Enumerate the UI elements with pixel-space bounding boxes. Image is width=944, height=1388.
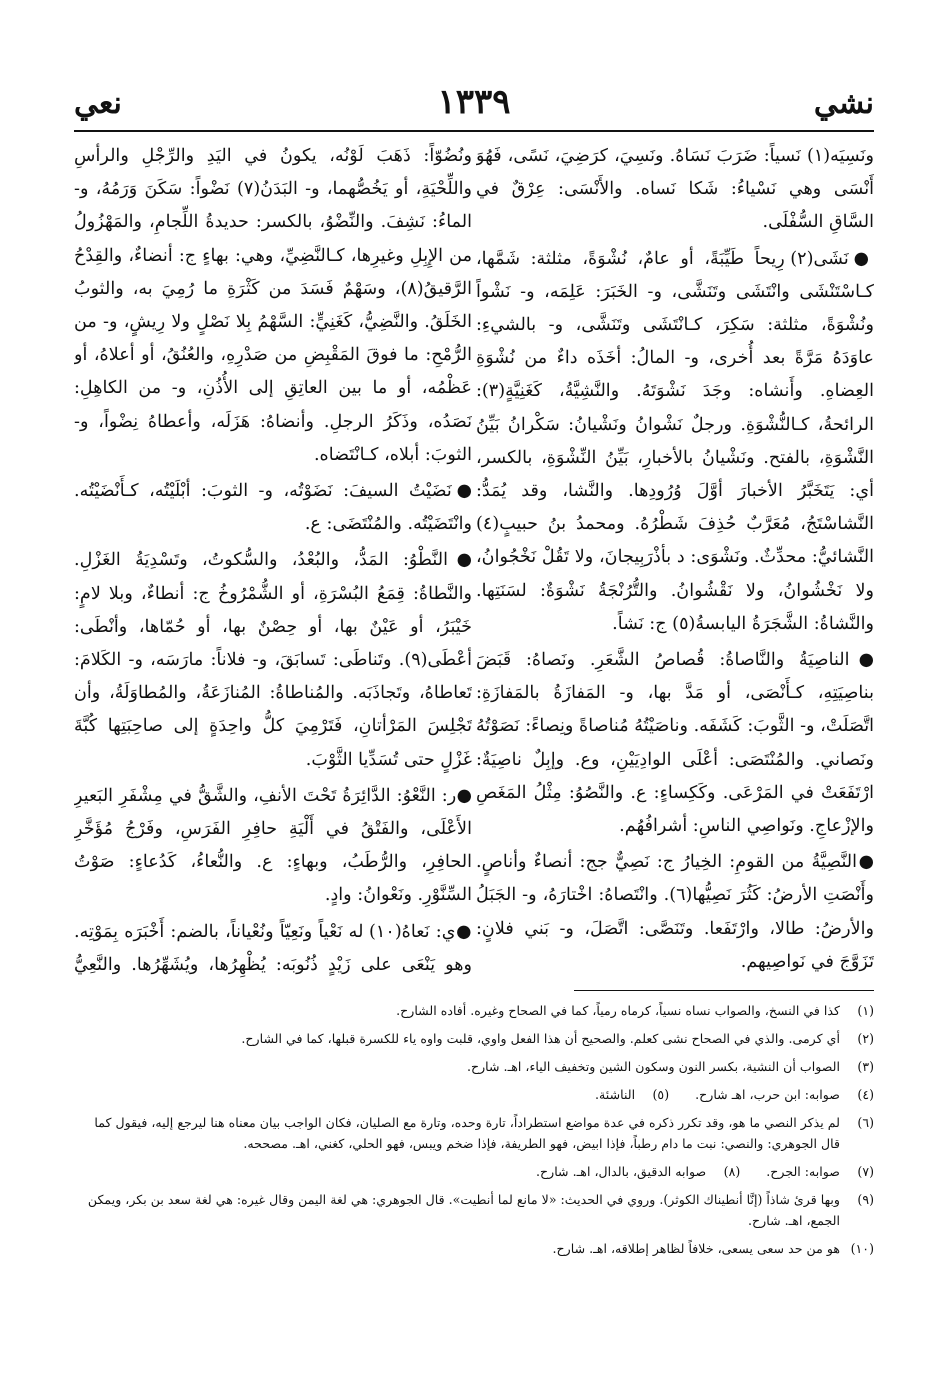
footnote <box>74 1238 874 1259</box>
footnote-text: صوابه: الجرح. <box>766 1164 840 1179</box>
entry-nadaytu: ●نَضَيْتُ السيفَ: نَضَوْتُه، و- الثوبَ: أبْلَيْتُه، كـأَنْضَيْتُه. وانْتَضَيْتُه. والمُنْتَضَى: ع. <box>74 481 472 535</box>
running-head-left: نعي <box>74 86 122 121</box>
page-number: ١٣٣٩ <box>437 82 511 122</box>
page-header <box>74 82 874 126</box>
entry-naw: ●ر: النَّعْوُ: الدَّائِرَةُ تَحْتَ الأنفِ، والشَّقُّ في مِشْفَرِ البَعيرِ الأَعْلَى، والفَتْقُ في أَلْيَةِ حافِرِ الفَرَسِ، وفَرْجُ مُؤَخَّرِ الحافِرِ، والرُّطَبُ، وبهاءٍ: ع. والنُّعاءُ، كَدُعاءٍ: صَوْتُ السِّنَّوْرِ. ونَعْوانُ: وادٍ. <box>74 785 472 906</box>
footnote-text: صوابه: ابن حرب، اهـ شارح. <box>695 1087 840 1102</box>
footnote-text: أي كرمى. والذي في الصحاح نشى كعلم. والصحيح أن هذا الفعل واوي، قلبت واوه ياء للكسرة قبلها، كما في الشارح. <box>241 1031 840 1046</box>
footnote <box>74 1112 874 1154</box>
footnote-rule <box>574 990 874 991</box>
footnote-text: صوابه الدقيق، بالدال، اهـ. شارح. <box>536 1164 707 1179</box>
footnotes <box>74 1000 874 1370</box>
footnote-number: (٩) <box>857 1192 874 1207</box>
footnote-number: (٦) <box>857 1115 874 1130</box>
entry-nasiya: ●الناصِيَةُ والنَّاصاةُ: قُصاصُ الشَّعَرِ. ونَصاهُ: قَبَضَ بناصِيَتِهِ، كـأَنْصَى، أو مَدَّ بها، و- المَفازَةُ بالمَفازَةِ: اتَّصَلَتْ، و- الثَّوبَ: كَشَفَه. وناصَيْتُهُ مُناصاةً ونِصاءً: نَصَوْتُهُ ونَصاني. والمُنْتَصَى: أعْلَى الوادِيَيْنِ، وع. وإبِلٌ ناصِيَةٌ: ارْتَفَعَتْ في المَرْعَى. وكَكِساءٍ: ع. والنَّصُوُ: مِثْلُ المَغَصِ والإزْعاجِ. ونَواصِي الناسِ: أشرافُهُم. <box>476 650 874 837</box>
footnote-number: (٤) <box>857 1087 874 1102</box>
entry-nasa: ونَسِيَه(١) نَسياً: ضَرَبَ نَسَاهُ. ونَسِيَ، كرَضِيَ، نَسًى، فَهُوَ أَنْسَى وهي نَسْياءُ: شَكا نَساه. والأَنْسَى: عِرْقٌ في السَّاقِ السُّفْلَى. <box>476 146 874 233</box>
footnote-number: (٥) <box>652 1087 670 1102</box>
right-column <box>476 140 874 980</box>
left-column <box>74 140 472 980</box>
entry-nasiyya: ●النَّصِيَّةُ من القومِ: الخِيارُ ج: نَصِيٌّ جج: أنصاءٌ وأناصٍ. وأَنْصَتِ الأرضُ: كَثُرَ نَصِيُّها(٦). وانْتَصاهُ: اخْتارَهُ، و- الجَبَلُ والأرضُ: طالا، وارْتَفَعا. وتَنَصَّى: اتَّصَلَ، و- بَني فلانٍ: تَزَوَّجَ في نَواصِيهم. <box>476 852 874 972</box>
footnote-text: هو من حد سعى يسعى، خلافاً لظاهر إطلاقه، اهـ. شارح. <box>552 1241 840 1256</box>
entry-nudu: ونُضُوّاً: ذَهَبَ لَوْنُه، يكونُ في اليَدِ والرِّجْلِ والرأسِ واللِّحْيَةِ، أو يَخُصُّهما، و- البَدَنُ(٧) نَضْواً: سَكَنَ وَرَمُهُ، و- الماءُ: نَشِفَ. والنِّضْوُ، بالكسر: حديدةُ اللِّجامِ، والمَهْزُولُ من الإِبِلِ وغيرِها، كـالنَّضِيِّ، وهي: بهاءٍ ج: أنضاءٌ، والقِدْحُ الرَّقيقُ(٨)، وسَهْمٌ فَسَدَ من كَثْرَةِ ما رُمِيَ به، والثوبُ الخَلَقُ. والنَّضِيُّ، كَغَنِيٍّ: السَّهْمُ بِلا نَصْلٍ ولا رِيشٍ، و- من الرُّمْحِ: ما فوقَ المَقْبِضِ من صَدْرِهِ، والعُنُقُ، أو أعلاهُ، أو عَظْمُه، أو ما بين العاتِقِ إلى الأُذُنِ، و- من الكاهِلِ: نَصَدُه، وذَكَرُ الرجلِ. وأنضاهُ: هَزَلَه، وأعطاهُ نِضْواً، و- الثوبَ: أبلاه، كـانْتَضاه. <box>74 146 472 465</box>
footnote <box>74 1189 874 1231</box>
footnote-pair <box>74 1084 874 1105</box>
footnote-number: (١٠) <box>850 1241 874 1256</box>
footnote <box>766 1161 874 1182</box>
entry-naay: ●ي: نَعاهُ(١٠) له نَعْياً ونَعِيّاً ونُعْياناً، بالضم: أَخْبَرَه بِمَوْتِه. وهو يَنْعَى على زَيْدٍ ذُنُوبَه: يُظْهِرُها، ويُشَهِّرُها. والنَّعِيُّ <box>74 921 472 975</box>
footnote-number: (٣) <box>857 1059 874 1074</box>
footnote-number: (٧) <box>857 1164 874 1179</box>
footnote-text: كذا في النسخ، والصواب نساه نسياً، كرماه رمياً، كما في الصحاح وغيره. أفاده الشارح. <box>396 1003 840 1018</box>
footnote-text: الصواب أن النشية، بكسر النون وسكون الشين وتخفيف الياء، اهـ. شارح. <box>466 1059 840 1074</box>
header-rule <box>74 130 874 132</box>
footnote-number: (٢) <box>857 1031 874 1046</box>
footnote-number: (٨) <box>723 1164 741 1179</box>
footnote <box>536 1161 740 1182</box>
footnote <box>595 1084 669 1105</box>
entry-natw: ●النَّطْوُ: المَدُّ، والبُعْدُ، والسُّكوتُ، وتَسْدِيَةُ الغَزْلِ. والنَّطاةُ: قِمَعُ البُسْرَةِ، أو الشُّمْرُوخُ ج: أنطاءٌ، وبلا لامٍ: خَيْبَرُ، أو عَيْنٌ بها، أو حِصْنٌ بها، أو حُمّاها، وأنْطَى: أعْطَى(٩). وتَناطَى: تَسابَقَ، و- فلاناً: مارَسَه، و- الكَلامَ: تَعاطاهُ، وتَجاذَبَه. والمُناطاةُ: المُنازَعَةُ، والمُطاوَلَةُ، وأن تَجْلِسَ المَرْأتانِ، فَتَرْمِيَ كلُّ واحِدَةٍ إلى صاحِبَتِها كُبَّةَ غَزْلٍ حتى تُسَدِّيا الثَّوْبَ. <box>74 550 472 770</box>
footnote <box>74 1056 874 1077</box>
running-head-right: نشي <box>813 86 874 121</box>
footnote-text: وبها قرئ شاذاً (إنَّا أنطيناك الكوثر). وروي في الحديث: «لا مانع لما أنطيت». قال الجوهري: هي لغة اليمن وقال غيره: هي لغة سعد بن بكر، ويمكن الجمع، اهـ. شارح. <box>87 1192 840 1228</box>
footnote-pair <box>74 1161 874 1182</box>
entry-nasha: ●نَشَى(٢) رِيحاً طَيِّبَةً، أو عامٌ، نُشْوَةً، مثلثة: شَمَّها، كـاسْتَنْشَى وانْتَشَى وتَنَشَّى، و- الخَبَرَ: عَلِمَه، و- نَشْواً ونُشْوَةً، مثلثة: سَكِرَ، كـانْتَشَى وتَنَشَّى، و- بالشيءِ: عاوَدَهُ مَرَّةً بعد أُخرى، و- المالُ: أخَذَه داءٌ من نُشْوَةِ العِضاهِ. وأَنشاه: وجَدَ نَشْوَتَهُ. والنَّشِيَّةُ، كَغَنِيَّةٍ(٣): الرائحةُ، كـالنُّشْوَةِ. ورجلٌ نَشْوانُ ونَشْيانُ: سَكْرانُ بَيِّنُ النَّشْوَةِ، بالفتح. ونَشْيانُ بالأخبارِ، بَيِّنُ النِّشْوَةِ، بالكسر، أي: يَتَخَبَّرُ الأخبارَ أوَّلَ وُرُودِها. والنَّشا، وقد يُمَدُّ: النَّشاسْتَجُ، مُعَرَّبٌ حُذِفَ شَطْرُهُ. ومحمدُ بنُ حبيبٍ(٤) النَّشائيُّ: محدِّثٌ. ونَشْوَى: د بأذْرَبِيجانَ، ولا تَقُلْ نَخْجُوانُ، ولا نَخْشُوانُ، ولا نَقْشُوانُ. والتُّرُنْجَةُ نَشْوَةٌ: لسَنَتِها. والنَّشاةُ: الشَّجَرَةُ اليابسةُ(٥) ج: نَشاً. <box>476 248 874 634</box>
footnote-text: الناشئة. <box>595 1087 636 1102</box>
footnote <box>74 1028 874 1049</box>
footnote <box>74 1000 874 1021</box>
footnote <box>695 1084 874 1105</box>
footnote-number: (١) <box>857 1003 874 1018</box>
footnote-text: لم يذكر النصي ما هو، وقد تكرر ذكره في عدة مواضع استطراداً، تارة وحده، وتارة مع الصليان، فكان الواجب بيان معناه هنا ليرجع إليه، فيقول كما قال الجوهري: والنصي: نبت ما دام رطباً، فإذا ابيض، فهو الطريفة، فإذا ضخم ويبس، فهو الحلي، كغني، اهـ. مصححه. <box>94 1115 840 1151</box>
